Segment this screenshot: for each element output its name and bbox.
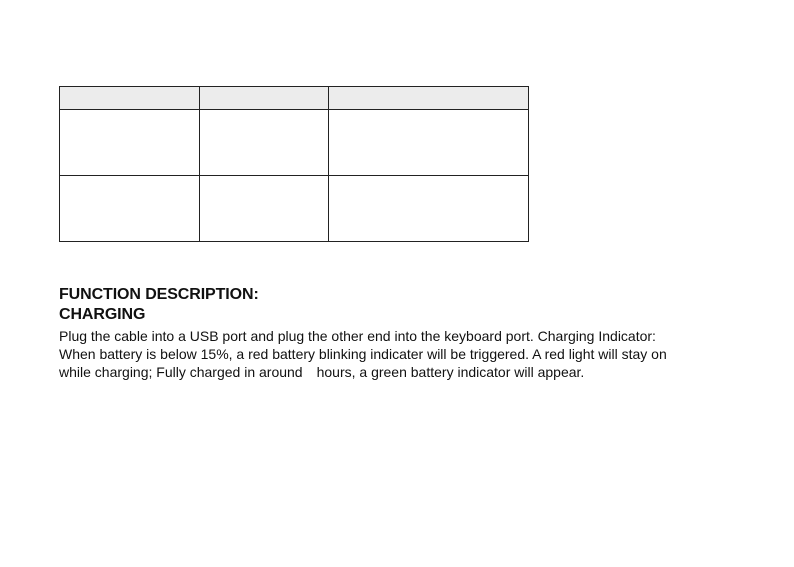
function-description-section xyxy=(59,285,749,381)
table-cell xyxy=(200,110,328,176)
description-line-3b: hours, a green battery indicator will appear. xyxy=(316,364,585,380)
table-header-cell xyxy=(328,87,528,110)
table-cell xyxy=(328,176,528,242)
section-title: FUNCTION DESCRIPTION: xyxy=(59,286,259,303)
table-cell xyxy=(60,110,200,176)
description-line-3a: while charging; Fully charged in around xyxy=(59,364,303,380)
description-line-2: When battery is below 15%, a red battery blinking indicater will be triggered. A red light will stay on xyxy=(59,346,667,362)
table-header-cell xyxy=(200,87,328,110)
spec-table xyxy=(59,86,529,242)
charging-description xyxy=(59,327,749,381)
table-row xyxy=(60,176,529,242)
section-subtitle: CHARGING xyxy=(59,306,146,323)
table-row xyxy=(60,110,529,176)
table-cell xyxy=(200,176,328,242)
table-cell xyxy=(60,176,200,242)
table-header-cell xyxy=(60,87,200,110)
description-line-1: Plug the cable into a USB port and plug the other end into the keyboard port. Charging Indicator: xyxy=(59,328,656,344)
table-cell xyxy=(328,110,528,176)
table-header-row xyxy=(60,87,529,110)
